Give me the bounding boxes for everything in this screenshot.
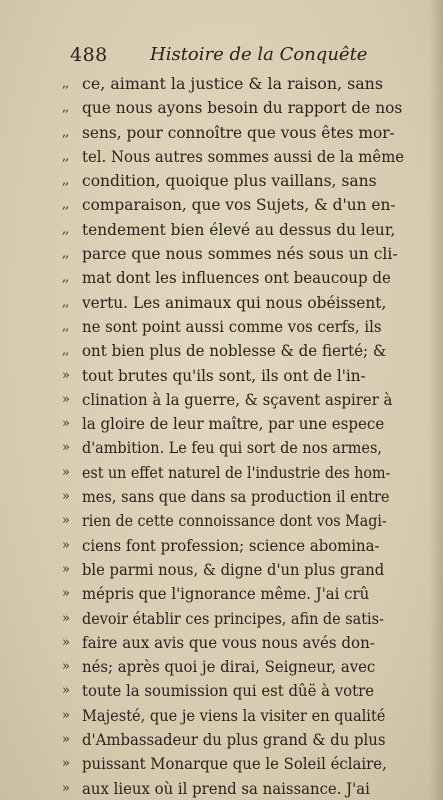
quotation-mark: » bbox=[62, 513, 69, 529]
line-text: la gloire de leur maître, par une espece bbox=[82, 414, 385, 434]
text-line bbox=[62, 509, 437, 533]
quotation-mark: ,, bbox=[62, 318, 69, 334]
text-line bbox=[62, 752, 437, 776]
quotation-mark: ,, bbox=[62, 270, 69, 286]
quotation-mark: » bbox=[62, 440, 69, 456]
quotation-mark: ,, bbox=[62, 148, 69, 164]
line-text: mépris que l'ignorance même. J'ai crû bbox=[82, 584, 370, 604]
line-text: ont bien plus de noblesse & de fierté; & bbox=[82, 341, 387, 361]
text-line bbox=[62, 339, 437, 363]
quotation-mark: ,, bbox=[62, 343, 69, 359]
quotation-mark: ,, bbox=[62, 246, 69, 262]
text-line bbox=[62, 218, 437, 242]
running-title: Histoire de la Conquête bbox=[150, 44, 368, 65]
text-line bbox=[62, 607, 437, 631]
line-text: parce que nous sommes nés sous un cli- bbox=[82, 244, 398, 264]
line-text: vertu. Les animaux qui nous obéissent, bbox=[82, 292, 387, 312]
line-text: aux lieux où il prend sa naissance. J'ai bbox=[82, 778, 370, 798]
quotation-mark: ,, bbox=[62, 197, 69, 213]
quotation-mark: » bbox=[62, 634, 69, 650]
text-line bbox=[62, 315, 437, 339]
line-text: d'Ambassadeur du plus grand & du plus bbox=[82, 730, 386, 750]
text-line bbox=[62, 777, 437, 800]
line-text: ble parmi nous, & digne d'un plus grand bbox=[82, 559, 385, 579]
quotation-mark: » bbox=[62, 586, 69, 602]
text-line bbox=[62, 631, 437, 655]
quotation-mark: » bbox=[62, 707, 69, 723]
line-text: nés; après quoi je dirai, Seigneur, avec bbox=[82, 657, 376, 677]
body-text bbox=[62, 72, 437, 800]
line-text: mes, sans que dans sa production il entre bbox=[82, 487, 390, 507]
page-edge-shadow bbox=[429, 0, 443, 800]
line-text: toute la soumission qui est dûë à votre bbox=[82, 681, 375, 701]
line-text: Majesté, que je viens la visiter en qualité bbox=[82, 705, 386, 725]
line-text: rien de cette connoissance dont vos Magi- bbox=[82, 511, 387, 531]
quotation-mark: » bbox=[62, 367, 69, 383]
quotation-mark: ,, bbox=[62, 221, 69, 237]
text-line bbox=[62, 169, 437, 193]
text-line bbox=[62, 291, 437, 315]
text-line bbox=[62, 728, 437, 752]
quotation-mark: » bbox=[62, 489, 69, 505]
text-line bbox=[62, 534, 437, 558]
text-line bbox=[62, 412, 437, 436]
text-line bbox=[62, 145, 437, 169]
line-text: que nous ayons besoin du rapport de nos bbox=[82, 98, 403, 118]
line-text: sens, pour connoître que vous êtes mor- bbox=[82, 122, 395, 142]
quotation-mark: » bbox=[62, 464, 69, 480]
text-line bbox=[62, 655, 437, 679]
page-number: 488 bbox=[70, 44, 108, 66]
line-text: tendement bien élevé au dessus du leur, bbox=[82, 219, 396, 239]
quotation-mark: » bbox=[62, 610, 69, 626]
quotation-mark: ,, bbox=[62, 76, 69, 91]
text-line bbox=[62, 436, 437, 460]
line-text: condition, quoique plus vaillans, sans bbox=[82, 171, 377, 191]
quotation-mark: » bbox=[62, 732, 69, 748]
quotation-mark: » bbox=[62, 780, 69, 796]
line-text: ce, aimant la justice & la raison, sans bbox=[82, 74, 383, 93]
line-text: mat dont les influences ont beaucoup de bbox=[82, 268, 391, 288]
line-text: est un effet naturel de l'industrie des hom- bbox=[82, 462, 391, 482]
text-line bbox=[62, 485, 437, 509]
text-line bbox=[62, 558, 437, 582]
line-text: ciens font profession; science abomina- bbox=[82, 535, 380, 555]
quotation-mark: ,, bbox=[62, 294, 69, 310]
line-text: ne sont point aussi comme vos cerfs, ils bbox=[82, 316, 382, 336]
quotation-mark: » bbox=[62, 391, 69, 407]
line-text: tel. Nous autres sommes aussi de la même bbox=[82, 146, 405, 166]
line-text: comparaison, que vos Sujets, & d'un en- bbox=[82, 195, 396, 215]
quotation-mark: ,, bbox=[62, 124, 69, 140]
page-header bbox=[70, 44, 430, 68]
line-text: clination à la guerre, & sçavent aspirer à bbox=[82, 389, 393, 409]
text-line bbox=[62, 704, 437, 728]
quotation-mark: » bbox=[62, 537, 69, 553]
quotation-mark: » bbox=[62, 416, 69, 432]
line-text: devoir établir ces principes, afin de satis- bbox=[82, 608, 384, 628]
text-line bbox=[62, 388, 437, 412]
quotation-mark: » bbox=[62, 683, 69, 699]
quotation-mark: » bbox=[62, 659, 69, 675]
text-line bbox=[62, 72, 437, 96]
quotation-mark: » bbox=[62, 756, 69, 772]
text-line bbox=[62, 96, 437, 120]
text-line bbox=[62, 582, 437, 606]
line-text: d'ambition. Le feu qui sort de nos armes, bbox=[82, 438, 382, 458]
quotation-mark: ,, bbox=[62, 100, 69, 116]
text-line bbox=[62, 679, 437, 703]
quotation-mark: » bbox=[62, 561, 69, 577]
line-text: tout brutes qu'ils sont, ils ont de l'in- bbox=[82, 365, 366, 385]
text-line bbox=[62, 461, 437, 485]
line-text: puissant Monarque que le Soleil éclaire, bbox=[82, 754, 387, 774]
text-line bbox=[62, 242, 437, 266]
line-text: faire aux avis que vous nous avés don- bbox=[82, 632, 375, 652]
text-line bbox=[62, 193, 437, 217]
text-line bbox=[62, 266, 437, 290]
text-line bbox=[62, 364, 437, 388]
text-line bbox=[62, 121, 437, 145]
quotation-mark: ,, bbox=[62, 173, 69, 189]
